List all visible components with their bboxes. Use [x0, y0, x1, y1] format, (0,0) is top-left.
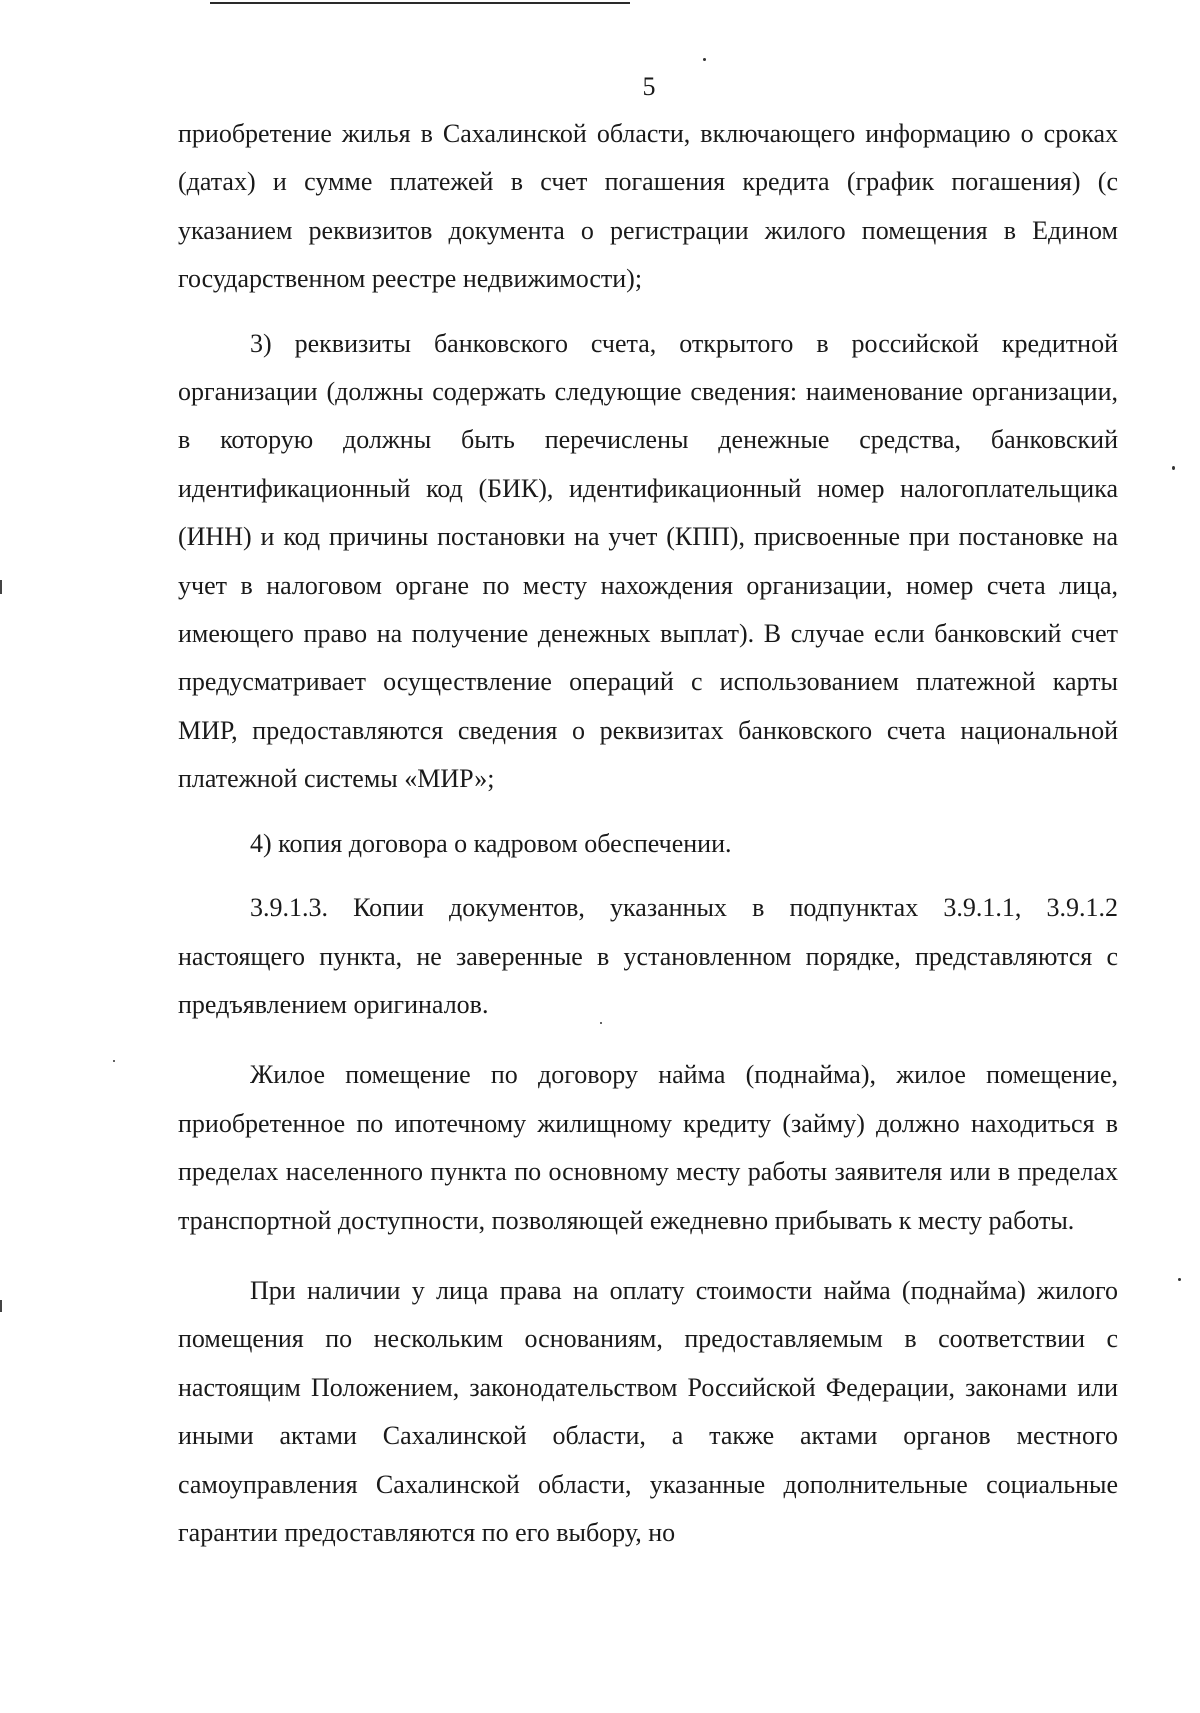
scan-speck — [703, 58, 706, 61]
paragraph-document-copies: 3.9.1.3. Копии документов, указанных в подпунктах 3.9.1.1, 3.9.1.2 настоящего пункта, не заверенные в установленном порядке, представляются с предъявлением оригиналов. — [178, 893, 1118, 1019]
scan-speck — [1178, 1278, 1181, 1281]
document-body — [178, 110, 1118, 1559]
paragraph-continuation: приобретение жилья в Сахалинской области, включающего информацию о сроках (датах) и сумме платежей в счет погашения кредита (график погашения) (с указанием реквизитов документа о регистрации жилого помещения в Едином государственном реестре недвижимости); — [178, 119, 1118, 294]
scan-edge-mark — [0, 580, 2, 594]
paragraph-bank-details: 3) реквизиты банковского счета, открытого в российской кредитной организации (должны содержать следующие сведения: наименование организации, в которую должны быть перечислены денежные средства, банковский идентификационный код (БИК), идентификационный номер налогоплательщика (ИНН) и код причины постановки на учет (КПП), присвоенные при постановке на учет в налоговом органе по месту нахождения организации, номер счета лица, имеющего право на получение денежных выплат). В случае если банковский счет предусматривает осуществление операций с использованием платежной карты МИР, предоставляются сведения о реквизитах банковского счета национальной платежной системы «МИР»; — [178, 328, 1118, 794]
scan-speck — [1172, 466, 1175, 470]
paragraph-contract-copy: 4) копия договора о кадровом обеспечении. — [250, 828, 732, 858]
scan-edge-mark — [0, 1300, 2, 1312]
top-scan-border — [210, 2, 630, 4]
paragraph-multiple-grounds: При наличии у лица права на оплату стоимости найма (поднайма) жилого помещения по нескольким основаниям, предоставляемым в соответствии с настоящим Положением, законодательством Российской Федерации, законами или иными актами Сахалинской области, а также актами органов местного самоуправления Сахалинской области, указанные дополнительные социальные гарантии предоставляются по его выбору, но — [178, 1275, 1118, 1547]
scan-speck — [113, 1060, 115, 1062]
paragraph-residence-location: Жилое помещение по договору найма (поднайма), жилое помещение, приобретенное по ипотечному жилищному кредиту (займу) должно находиться в пределах населенного пункта по основному месту работы заявителя или в пределах транспортной доступности, позволяющей ежедневно прибывать к месту работы. — [178, 1060, 1118, 1235]
scan-speck — [600, 1022, 602, 1024]
page-number: 5 — [642, 72, 656, 101]
